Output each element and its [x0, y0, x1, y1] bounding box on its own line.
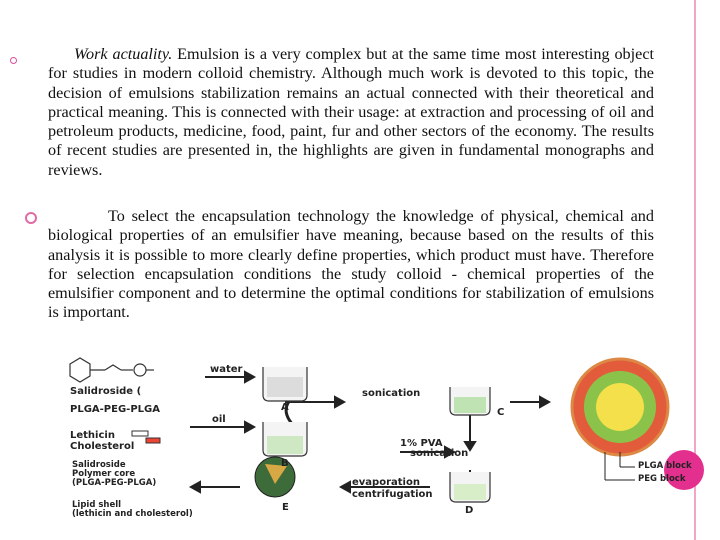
paragraph-heading: Work actuality.: [74, 45, 173, 63]
label-sonication-mid: sonication: [410, 448, 469, 459]
nanoparticle-structure-icon: [572, 359, 668, 455]
label-pva: 1% PVA: [400, 438, 443, 449]
paragraph-text: Emulsion is a very complex but at the same time most interesting object for studies in modern colloid chemistry. Although much work is devoted to this topic, the decision of emulsions stabilization remains an actual connected with their theoretical and practical meaning. This is connected with their usage: at extraction and processing of oil and petroleum products, medicine, food, paint, fur and other sectors of the economy. The results of recent studies are presented in, the highlights are given in fundamental monographs and reviews.: [48, 45, 655, 179]
lethicin-symbol-icon: [132, 431, 148, 436]
label-shell-2: (lethicin and cholesterol): [72, 509, 193, 519]
label-oil: oil: [212, 414, 226, 425]
label-shell-1: Lipid shell: [72, 500, 122, 510]
label-sonication-top: sonication: [362, 388, 421, 399]
label-salidroside: Salidroside (: [70, 386, 142, 397]
cholesterol-symbol-icon: [146, 438, 160, 443]
beaker-d-icon: [450, 472, 490, 502]
label-core-3: (PLGA-PEG-PLGA): [72, 478, 157, 488]
label-cholesterol: Cholesterol: [70, 441, 135, 452]
label-core-2: Polymer core: [72, 469, 136, 479]
bullet-icon: [10, 57, 17, 64]
paragraph-text: To select the encapsulation technology the knowledge of physical, chemical and biological properties of an emulsifier have meaning, because based on the results of this analysis it is possible to more clearly define properties, which product must have. Therefore for selection encapsulation conditions the study colloid - chemical properties of the emulsifier component and to determine the optimal conditions for stabilization of emulsions is important.: [48, 207, 654, 322]
beaker-c-icon: [450, 387, 490, 415]
bullet-ring-icon: [25, 212, 37, 224]
label-evaporation: evaporation: [352, 477, 420, 488]
beaker-b-icon: [263, 422, 307, 456]
label-peg-block: PEG block: [638, 474, 686, 484]
label-beaker-c: C: [497, 407, 505, 418]
label-plga-peg-plga: PLGA-PEG-PLGA: [70, 404, 160, 415]
label-beaker-e: E: [282, 502, 289, 513]
label-beaker-b: B: [281, 458, 289, 469]
label-beaker-d: D: [465, 505, 474, 516]
salidroside-molecule-icon: [70, 358, 154, 382]
paragraph-work-actuality: [48, 45, 654, 180]
label-core-1: Salidroside: [72, 460, 126, 470]
paragraph-encapsulation: [48, 207, 654, 323]
process-diagram: [60, 352, 680, 532]
label-beaker-a: A: [281, 402, 289, 413]
encapsulation-process-figure: [60, 352, 692, 532]
label-water: water: [210, 364, 243, 375]
label-lethicin: Lethicin: [70, 430, 115, 441]
label-plga-block: PLGA block: [638, 461, 692, 471]
beaker-a-icon: [263, 367, 307, 401]
label-centrifugation: centrifugation: [352, 489, 433, 500]
